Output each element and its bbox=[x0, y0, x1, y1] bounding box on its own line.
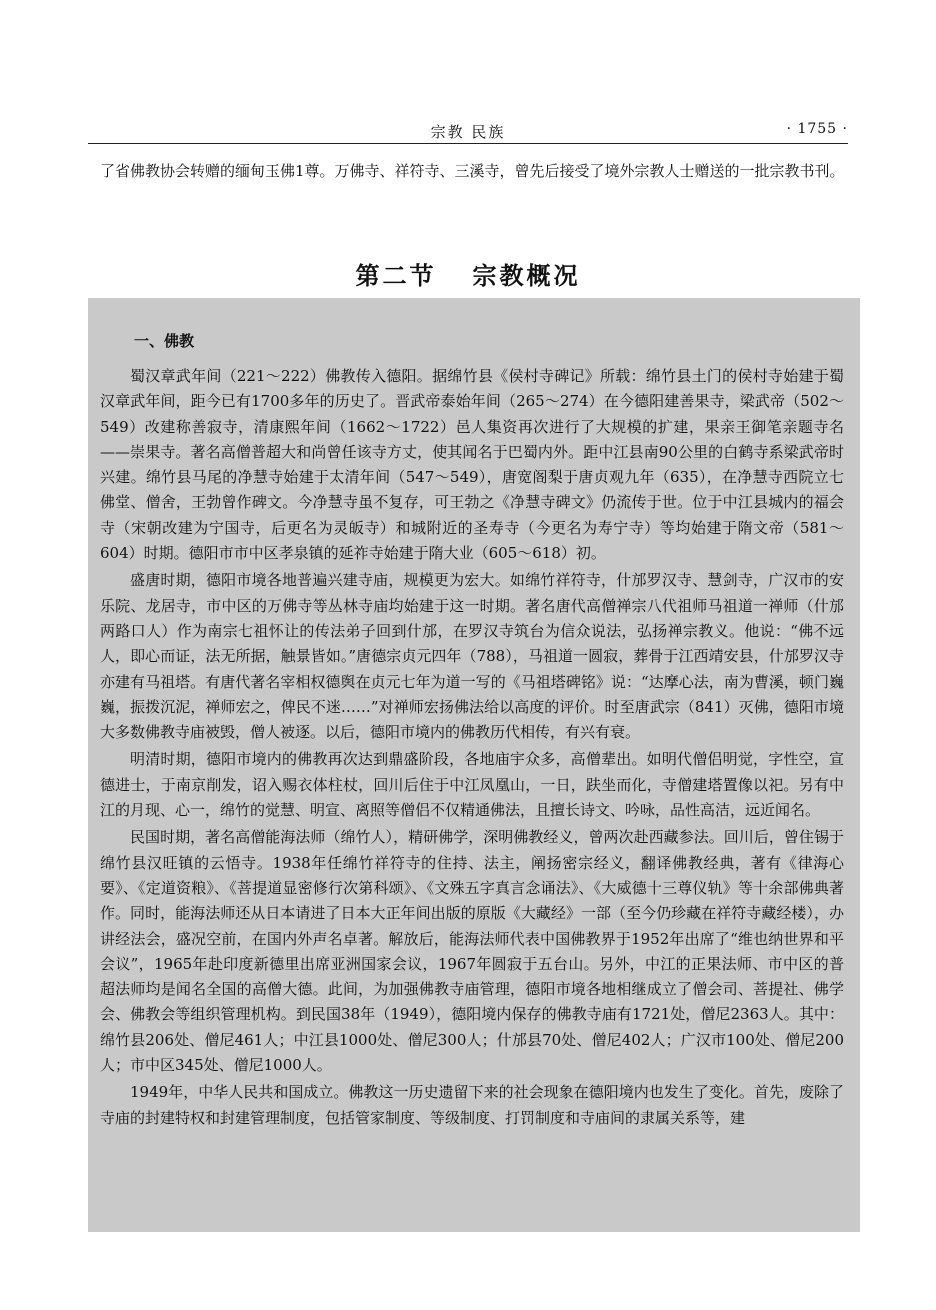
subsection-heading: 一、佛教 bbox=[134, 332, 195, 350]
running-header bbox=[88, 121, 848, 145]
paragraph: 1949年，中华人民共和国成立。佛教这一历史遗留下来的社会现象在德阳境内也发生了变化。首先，废除了寺庙的封建特权和封建管理制度，包括管家制度、等级制度、打罚制度和寺庙间的隶属关系等，建 bbox=[100, 1083, 844, 1127]
paragraph: 民国时期，著名高僧能海法师（绵竹人），精研佛学，深明佛教经义，曾两次赴西藏参法。回川后，曾住锡于绵竹县汉旺镇的云悟寺。1938年任绵竹祥符寺的住持、法主，阐扬密宗经义，翻译佛教经典，著有《律海心要》、《定道资粮》、《菩提道显密修行次第科颂》、《文殊五字真言念诵法》、《大威德十三尊仪轨》等十余部佛典著作。同时，能海法师还从日本请进了日本大正年间出版的原版《大藏经》一部（至今仍珍藏在祥符寺藏经楼），办讲经法会，盛况空前，在国内外声名卓著。解放后，能海法师代表中国佛教界于1952年出席了“维也纳世界和平会议”，1965年赴印度新德里出席亚洲国家会议，1967年圆寂于五台山。另外，中江的正果法师、市中区的普超法师均是闻名全国的高僧大德。此间，为加强佛教寺庙管理，德阳市境各地相继成立了僧会司、菩提社、佛学会、佛教会等组织管理机构。到民国38年（1949），德阳境内保存的佛教寺庙有1721处，僧尼2363人。其中：绵竹县206处、僧尼461人；中江县1000处、僧尼300人；什邡县70处、僧尼402人；广汉市100处、僧尼200人；市中区345处、僧尼1000人。 bbox=[100, 828, 844, 1075]
paragraph: 蜀汉章武年间（221～222）佛教传入德阳。据绵竹县《侯村寺碑记》所载：绵竹县土门的侯村寺始建于蜀汉章武年间，距今已有1700多年的历史了。晋武帝泰始年间（265～274）在今德阳建善果寺，梁武帝（502～549）改建称善寂寺，清康熙年间（1662～1722）邑人集资再次进行了大规模的扩建，果亲王御笔亲题寺名——崇果寺。著名高僧普超大和尚曾任该寺方丈，使其闻名于巴蜀内外。距中江县南90公里的白鹤寺系梁武帝时兴建。绵竹县马尾的净慧寺始建于太清年间（547～549），唐宽阁梨于唐贞观九年（635），在净慧寺西院立七佛堂、僧舍，王勃曾作碑文。今净慧寺虽不复存，可王勃之《净慧寺碑文》仍流传于世。位于中江县城内的福会寺（宋朝改建为宁国寺，后更名为灵皈寺）和城附近的圣寿寺（今更名为寿宁寺）等均始建于隋文帝（581～604）时期。德阳市市中区孝泉镇的延祚寺始建于隋大业（605～618）初。 bbox=[100, 367, 844, 563]
section-name: 宗教概况 bbox=[472, 261, 581, 290]
section-number: 第二节 bbox=[355, 261, 437, 290]
section-title bbox=[88, 256, 848, 291]
page-number: · 1755 · bbox=[786, 121, 848, 137]
header-rule bbox=[88, 143, 848, 144]
paragraph: 盛唐时期，德阳市境各地普遍兴建寺庙，规模更为宏大。如绵竹祥符寺，什邡罗汉寺、慧剑寺，广汉市的安乐院、龙居寺，市中区的万佛寺等丛林寺庙均始建于这一时期。著名唐代高僧禅宗八代祖师马祖道一禅师（什邡两路口人）作为南宗七祖怀让的传法弟子回到什邡，在罗汉寺筑台为信众说法，弘扬禅宗教义。他说：“佛不远人，即心而证，法无所据，触景皆如。”唐德宗贞元四年（788），马祖道一圆寂，葬骨于江西靖安县，什邡罗汉寺亦建有马祖塔。有唐代著名宰相权德舆在贞元七年为道一写的《马祖塔碑铭》说：“达摩心法，南为曹溪，顿门巍巍，振拨沉泥，禅师宏之，俾民不迷……”对禅师宏扬佛法给以高度的评价。时至唐武宗（841）灭佛，德阳市境大多数佛教寺庙被毁，僧人被逐。以后，德阳市境内的佛教历代相传，有兴有衰。 bbox=[100, 571, 844, 742]
body-text bbox=[100, 364, 844, 1133]
lead-paragraph: 了省佛教协会转赠的缅甸玉佛1尊。万佛寺、祥符寺、三溪寺，曾先后接受了境外宗教人士赠送的一批宗教书刊。 bbox=[100, 162, 845, 180]
highlighted-text-block bbox=[88, 298, 860, 1232]
paragraph: 明清时期，德阳市境内的佛教再次达到鼎盛阶段，各地庙宇众多，高僧辈出。如明代僧侣明觉，字性空，宣德进士，于南京削发，诏入赐衣体柱杖，回川后住于中江凤凰山，一日，趺坐而化，寺僧建塔置像以祀。另有中江的月现、心一，绵竹的觉慧、明宣、离照等僧侣不仅精通佛法，且擅长诗文、吟咏，品性高洁，远近闻名。 bbox=[100, 750, 844, 820]
running-title: 宗教 民族 bbox=[430, 123, 506, 141]
